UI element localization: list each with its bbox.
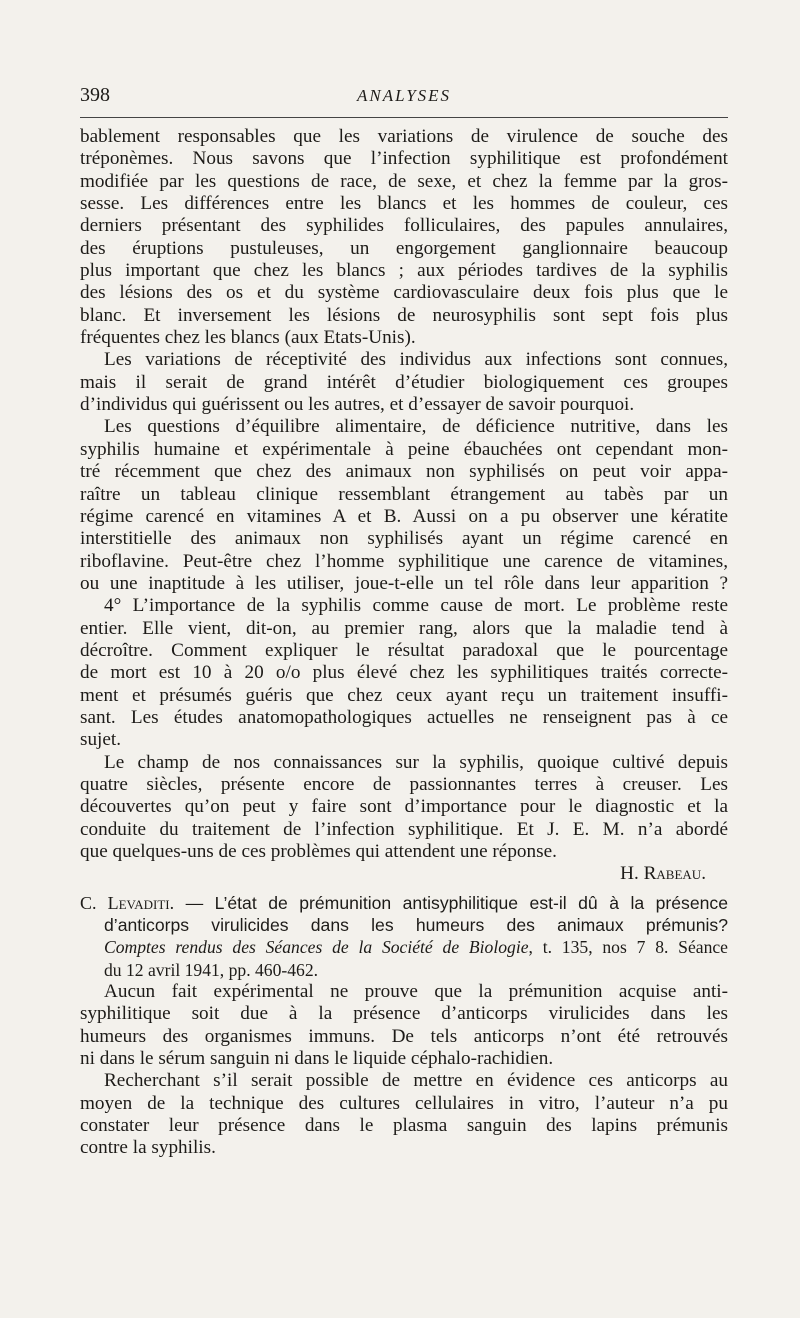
- text-line: 4° L’importance de la syphilis comme cause de mort. Le problème reste: [104, 595, 728, 617]
- text-line: plus important que chez les blancs ; aux périodes tardives de la syphilis: [80, 260, 728, 282]
- text-line: découvertes qu’on peut y faire sont d’importance pour le diagnostic et la: [80, 796, 728, 818]
- text-line: Recherchant s’il serait possible de mettre en évidence ces anticorps au: [104, 1070, 728, 1092]
- text-line: mais il serait de grand intérêt d’étudier biologiquement ces groupes: [80, 371, 728, 393]
- body-text: [80, 126, 728, 1160]
- signature: [80, 863, 728, 885]
- citation-line: [80, 936, 728, 958]
- text-line: tréponèmes. Nous savons que l’infection syphilitique est profondément: [80, 148, 728, 170]
- review-title-part1: — L’état de prémunition antisyphilitique est-il dû à la présence: [174, 892, 728, 913]
- text-line: régime carencé en vitamines A et B. Aussi on a pu observer une kératite: [80, 505, 728, 527]
- text-line: modifiée par les questions de race, de sexe, et chez la femme par la gros-: [80, 170, 728, 192]
- text-line: constater leur présence dans le plasma sanguin des lapins prémunis: [80, 1115, 728, 1137]
- running-head: [80, 84, 728, 110]
- text-line: conduite du traitement de l’infection syphilitique. Et J. E. M. n’a abordé: [80, 818, 728, 840]
- text-line: quatre siècles, présente encore de passionnantes terres à creuser. Les: [80, 773, 728, 795]
- citation-journal: Comptes rendus des Séances de la Société de Biologie: [104, 937, 529, 958]
- text-line: ni dans le sérum sanguin ni dans le liquide céphalo-rachidien.: [80, 1048, 554, 1070]
- text-line: bablement responsables que les variations de virulence de souche des: [80, 126, 728, 147]
- text-line: des lésions des os et du système cardiovasculaire deux fois plus que le: [80, 282, 728, 304]
- text-line: ment et présumés guéris que chez ceux ayant reçu un traitement insuffi-: [80, 684, 728, 706]
- running-title: ANALYSES: [356, 86, 452, 105]
- text-line: moyen de la technique des cultures cellulaires in vitro, l’auteur n’a pu: [80, 1092, 728, 1114]
- text-line: ou une inaptitude à les utiliser, joue-t-elle un tel rôle dans leur apparition ?: [80, 572, 728, 594]
- text-line: de mort est 10 à 20 o/o plus élevé chez les syphilitiques traités correcte-: [80, 662, 728, 684]
- citation-line: du 12 avril 1941, pp. 460-462.: [104, 959, 319, 980]
- text-line: Aucun fait expérimental ne prouve que la prémunition acquise anti-: [104, 981, 728, 1003]
- text-line: tré récemment que chez des animaux non syphilisés on peut voir appa-: [80, 461, 728, 483]
- text-line: interstitielle des animaux non syphilisés ayant un régime carencé en: [80, 528, 728, 550]
- text-line: Le champ de nos connaissances sur la syphilis, quoique cultivé depuis: [104, 751, 728, 773]
- text-line: des éruptions pustuleuses, un engorgement ganglionnaire beaucoup: [80, 237, 728, 259]
- text-line: derniers présentant des syphilides folliculaires, des papules annulaires,: [80, 215, 728, 237]
- text-line: fréquentes chez les blancs (aux Etats-Unis).: [80, 327, 416, 349]
- citation-details: , t. 135, nos 7 8. Séance: [528, 937, 728, 958]
- text-line: sesse. Les différences entre les blancs et les hommes de couleur, ces: [80, 193, 728, 215]
- text-line: Les questions d’équilibre alimentaire, de déficience nutritive, dans les: [104, 416, 728, 438]
- text-line: entier. Elle vient, dit-on, au premier rang, alors que la maladie tend à: [80, 617, 728, 639]
- text-line: sant. Les études anatomopathologiques actuelles ne renseignent pas à ce: [80, 706, 728, 728]
- text-line: Les variations de réceptivité des individus aux infections sont connues,: [104, 349, 728, 371]
- text-line: raître un tableau clinique ressemblant étrangement au tabès par un: [80, 483, 728, 505]
- text-line: sujet.: [80, 729, 122, 751]
- text-line: contre la syphilis.: [80, 1137, 216, 1159]
- signature-text: H. Rabeau.: [620, 863, 706, 885]
- header-rule: [80, 117, 728, 118]
- text-line: que quelques-uns de ces problèmes qui attendent une réponse.: [80, 841, 557, 862]
- page-number: 398: [80, 84, 110, 106]
- text-line: décroître. Comment expliquer le résultat paradoxal que le pourcentage: [80, 639, 728, 661]
- review-heading-line: [80, 892, 728, 914]
- text-line: blanc. Et inversement les lésions de neurosyphilis sont sept fois plus: [80, 304, 728, 326]
- text-line: syphilis humaine et expérimentale à peine ébauchées ont cependant mon-: [80, 438, 728, 460]
- review-author: C. Levaditi.: [80, 892, 175, 913]
- text-line: d’individus qui guérissent ou les autres, et d’essayer de savoir pourquoi.: [80, 394, 635, 416]
- text-line: syphilitique soit due à la présence d’anticorps virulicides dans les: [80, 1003, 728, 1025]
- text-line: humeurs des organismes immuns. De tels anticorps n’ont été retrouvés: [80, 1025, 728, 1047]
- review-heading-line: d’anticorps virulicides dans les humeurs des animaux prémunis?: [104, 915, 728, 936]
- text-line: riboflavine. Peut-être chez l’homme syphilitique une carence de vitamines,: [80, 550, 728, 572]
